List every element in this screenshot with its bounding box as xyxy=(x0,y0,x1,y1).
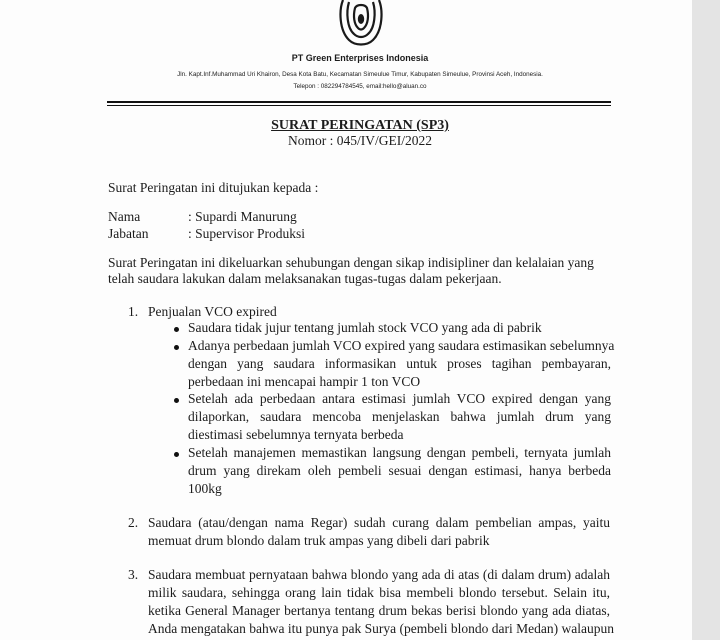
letterhead-divider-thin xyxy=(107,105,611,106)
item-number: 1. xyxy=(128,304,139,319)
company-name: PT Green Enterprises Indonesia xyxy=(291,53,429,63)
item-line: milik saudara, sehingga orang lain tidak bisa membeli blondo tersebut. Selain itu, xyxy=(148,585,610,600)
letter-title: SURAT PERINGATAN (SP3) xyxy=(271,118,449,133)
bullet-text: Adanya perbedaan jumlah VCO expired yang saudara estimasikan sebelumnya xyxy=(188,338,615,353)
bullet-dot xyxy=(174,327,179,332)
company-address: Jln. Kapt.Inf.Muhammad Uri Khairon, Desa Kota Batu, Kecamatan Simeulue Timur, Kabupaten Simeulue, Provinsi Aceh, Indonesia. xyxy=(177,71,543,78)
bullet-dot xyxy=(174,452,179,457)
letterhead-divider-thick xyxy=(107,101,611,103)
bullet-text: Saudara tidak jujur tentang jumlah stock VCO yang ada di pabrik xyxy=(188,320,542,335)
item-line: Saudara membuat pernyataan bahwa blondo yang ada di atas (di dalam drum) adalah xyxy=(148,567,610,582)
bullet-dot xyxy=(174,398,179,403)
page-edge xyxy=(692,0,720,640)
item-line: memuat drum blondo dalam truk ampas yang dibeli dari pabrik xyxy=(148,533,490,548)
item-line: Anda mengatakan bahwa itu punya pak Surya (pembeli blondo dari Medan) walaupun xyxy=(148,621,614,636)
bullet-text: drum yang direkam oleh pembeli sesuai dengan estimasi, hanya berbeda xyxy=(188,463,611,478)
item-line: ketika General Manager bertanya tentang drum bekas berisi blondo yang ada diatas, xyxy=(148,603,610,618)
bullet-text: diestimasi sebelumnya ternyata berbeda xyxy=(188,427,404,442)
item-number: 3. xyxy=(128,567,139,582)
company-contact: Telepon : 082294784545, email:hello@aluan.co xyxy=(293,83,427,90)
intro-text: Surat Peringatan ini ditujukan kepada : xyxy=(108,180,319,195)
name-value: : Supardi Manurung xyxy=(188,209,297,224)
reason-line: Surat Peringatan ini dikeluarkan sehubungan dengan sikap indisipliner dan kelalaian yang xyxy=(108,255,594,270)
bullet-text: dilaporkan, saudara mencoba menjelaskan bahwa jumlah drum yang xyxy=(188,409,611,424)
company-logo xyxy=(335,0,387,50)
bullet-dot xyxy=(174,345,179,350)
name-label: Nama xyxy=(108,209,141,224)
item-heading: Penjualan VCO expired xyxy=(148,304,277,319)
item-line: Saudara (atau/dengan nama Regar) sudah curang dalam pembelian ampas, yaitu xyxy=(148,515,610,530)
item-number: 2. xyxy=(128,515,139,530)
bullet-text: Setelah manajemen memastikan langsung dengan pembeli, ternyata jumlah xyxy=(188,445,611,460)
bullet-text: dengan yang saudara informasikan untuk proses tagihan pembayaran, xyxy=(188,356,611,371)
bullet-text: 100kg xyxy=(188,481,222,496)
position-value: : Supervisor Produksi xyxy=(188,226,306,241)
reason-line: telah saudara lakukan dalam melaksanakan tugas-tugas dalam pekerjaan. xyxy=(108,271,502,286)
letter-number: Nomor : 045/IV/GEI/2022 xyxy=(288,133,432,148)
bullet-text: perbedaan ini mencapai hampir 1 ton VCO xyxy=(188,374,421,389)
bullet-text: Setelah ada perbedaan antara estimasi jumlah VCO expired dengan yang xyxy=(188,391,611,406)
position-label: Jabatan xyxy=(108,226,149,241)
